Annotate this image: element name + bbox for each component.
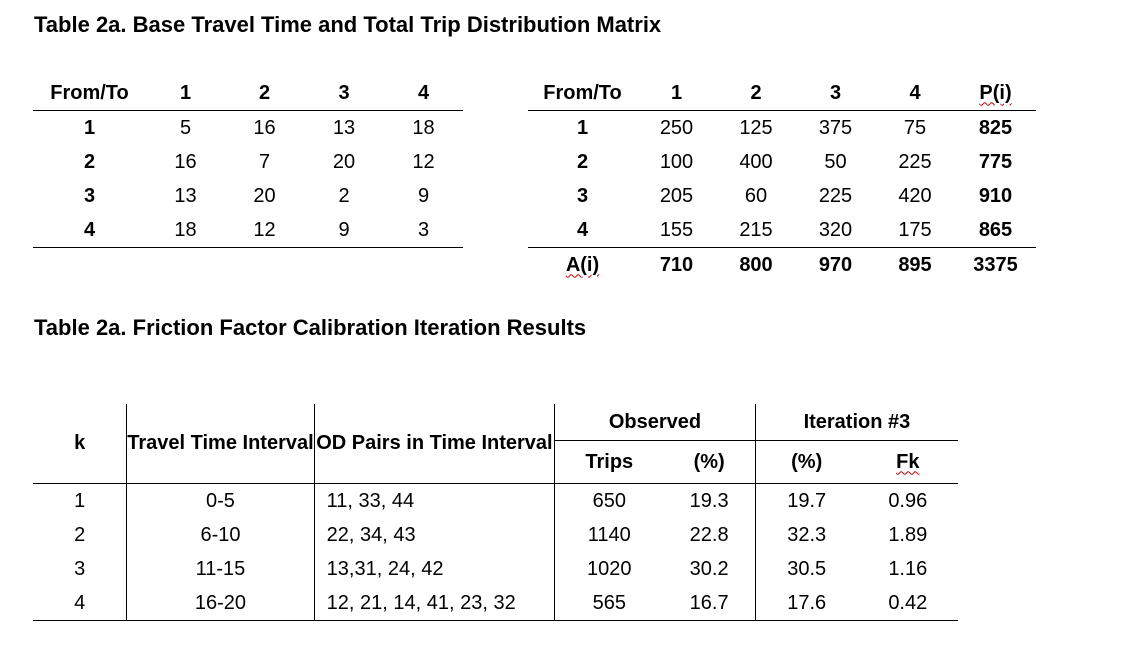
row-header [528, 248, 637, 283]
table-cell: 2 [74, 523, 86, 546]
table-cell: 565 [555, 586, 664, 621]
table-cell: 0.42 [858, 586, 958, 621]
row-header: 2 [576, 150, 589, 173]
column-header: From/To [528, 76, 637, 111]
table-cell: 9 [417, 184, 430, 207]
table-header-row [528, 76, 1036, 111]
table-cell: 2 [338, 184, 350, 207]
p-total-header: P(i) [979, 81, 1012, 104]
table-cell: 1.89 [888, 523, 928, 546]
table-cell: 22, 34, 43 [314, 518, 554, 552]
table-cell: 12 [225, 213, 304, 248]
table-cell: 18 [146, 213, 225, 248]
column-total: 710 [659, 253, 694, 276]
column-header-k: k [33, 404, 127, 484]
table-cell: 215 [716, 213, 796, 248]
row-header: 1 [83, 116, 96, 139]
column-header: 4 [384, 76, 463, 111]
table-cell: 32.3 [755, 518, 857, 552]
table-cell: 13 [332, 116, 356, 139]
column-header: 3 [796, 76, 875, 111]
column-header: 3 [304, 76, 384, 111]
table-cell: 3 [74, 557, 86, 580]
row-total: 825 [978, 116, 1013, 139]
table-cell: 13,31, 24, 42 [314, 552, 554, 586]
table-title-travel-time: Table 2a. Base Travel Time and Total Trip Distribution Matrix [34, 12, 662, 37]
table-cell: 11-15 [127, 552, 314, 586]
table-cell: 16-20 [127, 586, 314, 621]
table-cell: 1 [74, 489, 86, 512]
table-row [33, 145, 463, 179]
column-header-iteration-pct: (%) [755, 441, 857, 484]
table-cell: 19.3 [689, 489, 729, 512]
table-cell: 205 [659, 184, 694, 207]
column-total: 970 [818, 253, 853, 276]
table-row [528, 213, 1036, 248]
table-cell: 225 [898, 150, 932, 173]
friction-factor-table [33, 404, 958, 621]
column-total: 800 [739, 253, 773, 276]
table-header-row [33, 76, 463, 111]
column-header: 2 [225, 76, 304, 111]
table-cell: 20 [253, 184, 276, 207]
table-cell: 420 [898, 184, 932, 207]
travel-time-table [33, 76, 463, 248]
table-cell: 250 [659, 116, 694, 139]
row-total: 775 [978, 150, 1013, 173]
row-header: 4 [33, 213, 146, 248]
table-cell: 12 [412, 150, 435, 173]
table-cell: 9 [304, 213, 384, 248]
table-cell: 30.2 [689, 557, 729, 580]
row-header: 1 [576, 116, 589, 139]
table-cell: 30.5 [755, 552, 857, 586]
table-cell: 13 [174, 184, 197, 207]
table-cell: 0-5 [127, 484, 314, 519]
column-header: From/To [33, 76, 146, 111]
column-header-observed-pct: (%) [663, 441, 755, 484]
table-row [33, 111, 463, 146]
column-header-od-pairs: OD Pairs in Time Interval [314, 404, 554, 484]
fk-label: Fk [896, 450, 920, 473]
table-cell: 3 [384, 213, 463, 248]
table-row [33, 213, 463, 248]
table-cell: 16.7 [663, 586, 755, 621]
table-cell: 0.96 [888, 489, 928, 512]
row-total: 910 [978, 184, 1013, 207]
table-cell: 7 [258, 150, 271, 173]
table-row [33, 484, 958, 519]
column-header: 4 [875, 76, 955, 111]
column-total: 895 [898, 253, 932, 276]
column-header [955, 76, 1036, 111]
table-cell: 225 [818, 184, 853, 207]
table-cell: 18 [412, 116, 435, 139]
row-header: 3 [83, 184, 96, 207]
table-cell: 19.7 [755, 484, 857, 519]
table-row [33, 179, 463, 213]
table-cell: 175 [875, 213, 955, 248]
column-header: 1 [637, 76, 716, 111]
table-cell: 400 [739, 150, 773, 173]
column-header-observed: Observed [555, 404, 756, 441]
column-header-fk [858, 441, 958, 484]
table-cell: 125 [739, 116, 773, 139]
a-total-label: A(i) [565, 253, 600, 276]
column-header-travel-time: Travel Time Interval [127, 404, 314, 484]
column-header-iteration: Iteration #3 [755, 404, 958, 441]
grand-total: 3375 [973, 253, 1018, 276]
table-row [528, 179, 1036, 213]
table-cell: 16 [253, 116, 276, 139]
table-cell: 375 [818, 116, 853, 139]
table-cell: 75 [903, 116, 927, 139]
table-cell: 60 [744, 184, 768, 207]
table-row [528, 111, 1036, 146]
table-cell: 155 [637, 213, 716, 248]
table-cell: 22.8 [689, 523, 729, 546]
table-cell: 1020 [555, 552, 664, 586]
table-cell: 50 [824, 150, 847, 173]
table-row [33, 586, 958, 621]
table-cell: 5 [179, 116, 192, 139]
table-cell: 17.6 [755, 586, 857, 621]
table-row [33, 552, 958, 586]
row-total: 865 [955, 213, 1036, 248]
table-row [528, 145, 1036, 179]
table-cell: 20 [332, 150, 356, 173]
row-header: 2 [83, 150, 96, 173]
column-header: 2 [716, 76, 796, 111]
table-header-row [33, 404, 958, 441]
table-cell: 320 [796, 213, 875, 248]
column-header-trips: Trips [555, 441, 664, 484]
table-cell: 4 [33, 586, 127, 621]
table-cell: 1.16 [888, 557, 928, 580]
row-header: 4 [528, 213, 637, 248]
table-cell: 16 [174, 150, 197, 173]
table-cell: 650 [555, 484, 664, 519]
table-title-friction-factor: Table 2a. Friction Factor Calibration Iteration Results [34, 315, 587, 340]
table-row [33, 518, 958, 552]
table-cell: 6-10 [127, 518, 314, 552]
table-cell: 11, 33, 44 [314, 484, 554, 519]
row-header: 3 [576, 184, 589, 207]
trip-distribution-table [528, 76, 1036, 282]
column-header: 1 [146, 76, 225, 111]
table-cell: 100 [659, 150, 694, 173]
table-cell: 12, 21, 14, 41, 23, 32 [314, 586, 554, 621]
table-cell: 1140 [555, 518, 664, 552]
attractions-row [528, 248, 1036, 283]
